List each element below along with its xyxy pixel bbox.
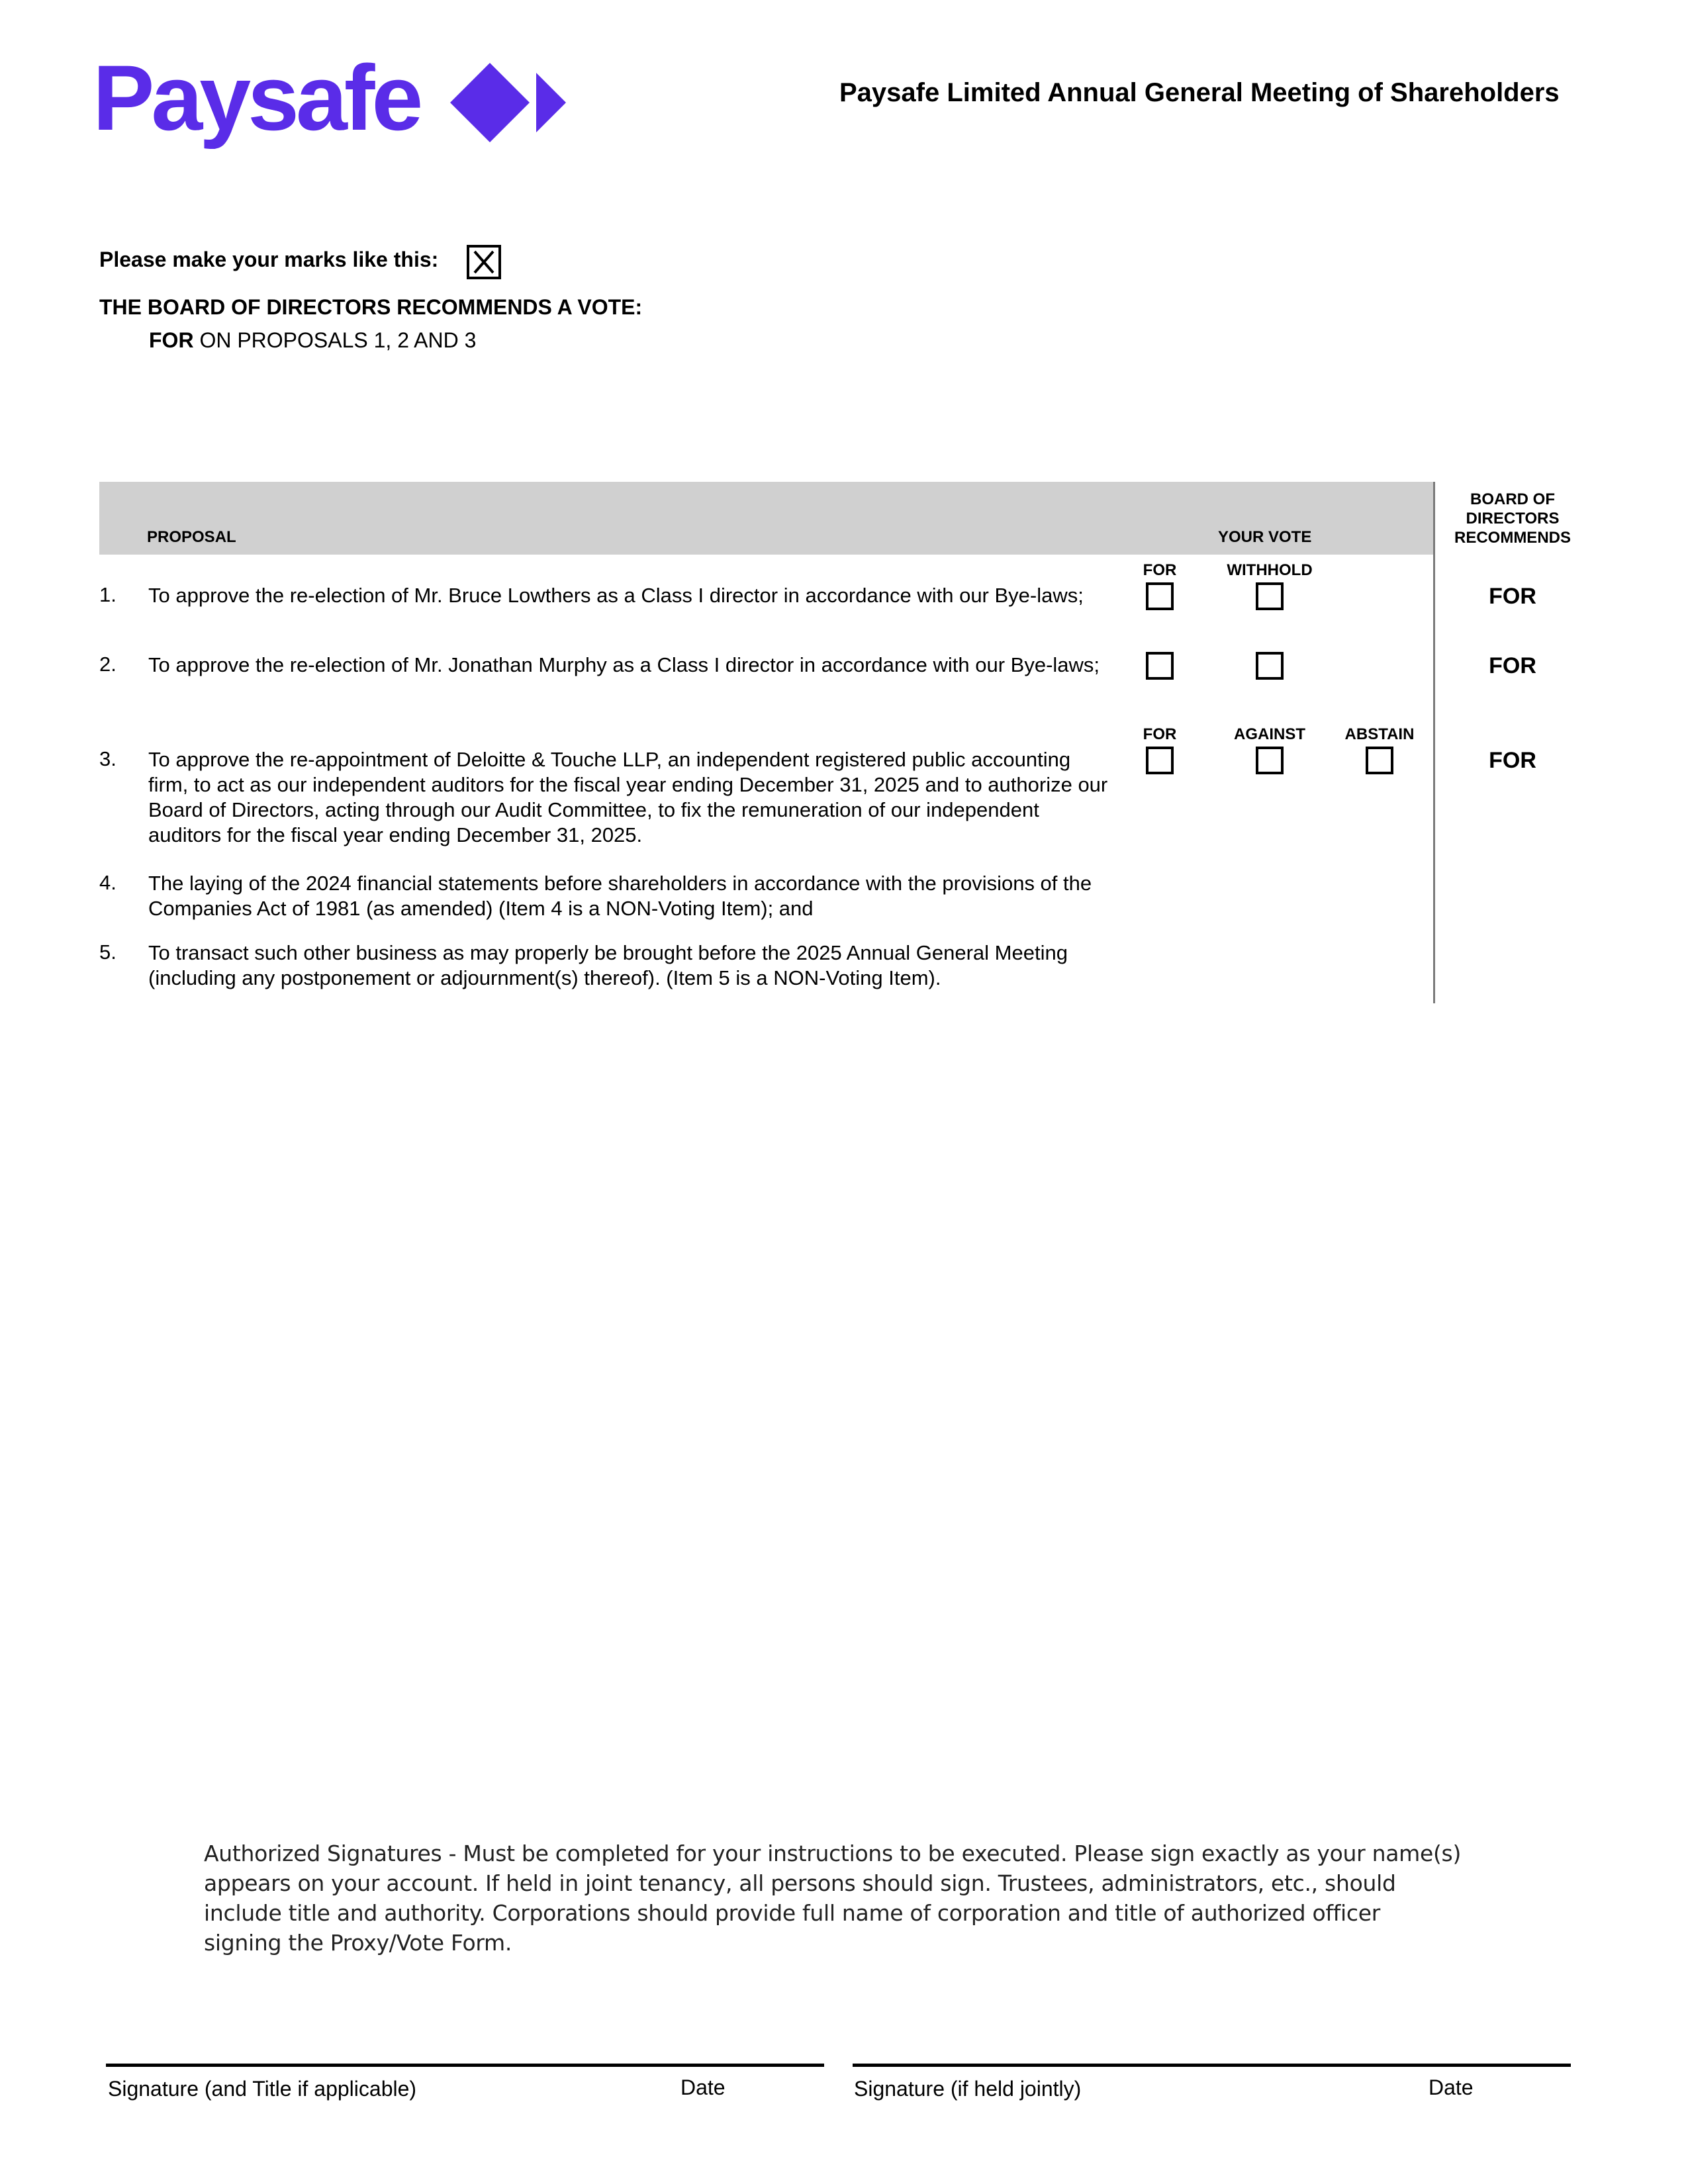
proposal-3-abstain-checkbox[interactable]: [1366, 747, 1393, 774]
proposal-number: 5.: [99, 940, 117, 964]
proposal-number: 3.: [99, 747, 117, 770]
option-label-abstain: ABSTAIN: [1344, 725, 1415, 743]
proposal-text: To approve the re-election of Mr. Jonathan Murphy as a Class I director in accordance with our Bye-laws;: [148, 653, 1100, 676]
x-mark-icon: [469, 248, 498, 277]
proposal-3-against-checkbox[interactable]: [1256, 747, 1284, 774]
board-proposals-text: ON PROPOSALS 1, 2 AND 3: [199, 328, 477, 352]
board-recommendation-heading: THE BOARD OF DIRECTORS RECOMMENDS A VOTE:: [99, 295, 643, 319]
date-label: Date: [680, 2075, 726, 2099]
option-label-for: FOR: [1143, 561, 1177, 579]
proposal-number: 1.: [99, 583, 117, 606]
board-recommendation-line: [149, 328, 476, 353]
proposal-text: To transact such other business as may properly be brought before the 2025 Annual General Meeting (including any postponement or adjournment(s) thereof). (Item 5 is a NON-Voting Item).: [148, 941, 1068, 989]
date-label: Date: [1429, 2075, 1474, 2099]
proposal-1-for-checkbox[interactable]: [1146, 582, 1174, 610]
paysafe-logo: Paysafe: [93, 46, 420, 150]
authorized-signatures-text: Authorized Signatures - Must be completed for your instructions to be executed. Please sign exactly as your name(s) appears on your account. If held in joint tenancy, all persons should sign. Trustees, administrators, etc., should include title and authority. Corporations should provide full name of corporation and title of authorized officer signing the Proxy/Vote Form.: [204, 1841, 1462, 1956]
proposal-number: 4.: [99, 871, 117, 894]
signature-label: Signature (and Title if applicable): [108, 2077, 417, 2101]
proposal-text: To approve the re-appointment of Deloitte & Touche LLP, an independent registered public accounting firm, to act as our independent auditors for the fiscal year ending December 31, 2025 and to authorize our Board of Directors, acting through our Audit Committee, to fix the remuneration of our independent auditors for the fiscal year ending December 31, 2025.: [148, 748, 1108, 846]
column-header-proposal: PROPOSAL: [147, 528, 236, 546]
proposal-text: The laying of the 2024 financial statements before shareholders in accordance with the provisions of the Companies Act of 1981 (as amended) (Item 4 is a NON-Voting Item); and: [148, 872, 1092, 920]
proposal-1-recommendation: FOR: [1489, 584, 1536, 609]
example-marked-checkbox: [467, 245, 501, 279]
option-label-for: FOR: [1143, 725, 1177, 743]
proposal-2-recommendation: FOR: [1489, 653, 1536, 678]
option-label-against: AGAINST: [1234, 725, 1305, 743]
proposal-number: 2.: [99, 653, 117, 676]
proposal-3-recommendation: FOR: [1489, 748, 1536, 773]
marks-instruction: Please make your marks like this:: [99, 248, 439, 271]
signature-line-2[interactable]: [853, 2064, 1571, 2067]
joint-signature-label: Signature (if held jointly): [854, 2077, 1082, 2101]
board-for-label: FOR: [149, 328, 194, 352]
proposal-2-for-checkbox[interactable]: [1146, 652, 1174, 680]
proposal-text: To approve the re-election of Mr. Bruce Lowthers as a Class I director in accordance with our Bye-laws;: [148, 584, 1084, 607]
proposal-2-withhold-checkbox[interactable]: [1256, 652, 1284, 680]
proposal-3-for-checkbox[interactable]: [1146, 747, 1174, 774]
paysafe-diamond-logo-icon: [450, 60, 569, 146]
column-header-your-vote: YOUR VOTE: [1218, 528, 1312, 546]
signature-line-1[interactable]: [106, 2064, 824, 2067]
page-title: Paysafe Limited Annual General Meeting of Shareholders: [839, 78, 1560, 107]
option-label-withhold: WITHHOLD: [1227, 561, 1313, 579]
proposal-1-withhold-checkbox[interactable]: [1256, 582, 1284, 610]
column-header-board-recommends: BOARD OF DIRECTORS RECOMMENDS: [1454, 490, 1571, 547]
